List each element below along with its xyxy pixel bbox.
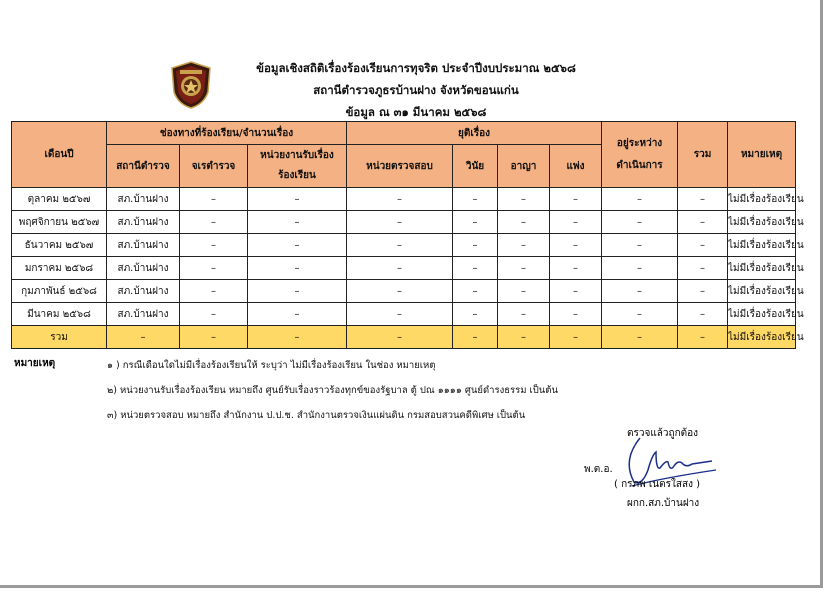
- col-pending-line2: ดำเนินการ: [616, 159, 663, 171]
- table-row: [12, 280, 796, 303]
- col-discipline-header: วินัย: [453, 145, 498, 188]
- cell-c5: –: [498, 303, 550, 326]
- col-pending-header: [602, 122, 678, 188]
- cell-month: ตุลาคม ๒๕๖๗: [12, 188, 107, 211]
- cell-remark: ไม่มีเรื่องร้องเรียน: [728, 188, 796, 211]
- cell-c3: –: [347, 303, 453, 326]
- cell-c5: –: [498, 211, 550, 234]
- remark-note-1: ๑ ) กรณีเดือนใดไม่มีเรื่องร้องเรียนให้ ระบุว่า ไม่มีเรื่องร้องเรียน ในช่อง หมายเหตุ: [107, 360, 436, 371]
- table-row: [12, 234, 796, 257]
- cell-c2: –: [248, 234, 347, 257]
- table-row: [12, 188, 796, 211]
- cell-c7: –: [602, 211, 678, 234]
- col-patrol-header: จเรตำรวจ: [180, 145, 248, 188]
- cell-c3: –: [347, 280, 453, 303]
- table-row: [12, 303, 796, 326]
- cell-c6: –: [550, 188, 602, 211]
- cell-c1: –: [180, 188, 248, 211]
- total-cell-c4: –: [453, 326, 498, 349]
- cell-month: ธันวาคม ๒๕๖๗: [12, 234, 107, 257]
- cell-c4: –: [453, 188, 498, 211]
- cell-c7: –: [602, 303, 678, 326]
- data-date: ข้อมูล ณ ๓๑ มีนาคม ๒๕๖๘: [345, 105, 487, 119]
- col-station-header: สถานีตำรวจ: [107, 145, 180, 188]
- report-title: ข้อมูลเชิงสถิติเรื่องร้องเรียนการทุจริต ประจำปีงบประมาณ ๒๕๖๘: [256, 61, 576, 75]
- col-pending-line1: อยู่ระหว่าง: [616, 137, 663, 149]
- cell-c3: –: [347, 234, 453, 257]
- cell-c3: –: [347, 188, 453, 211]
- cell-remark: ไม่มีเรื่องร้องเรียน: [728, 280, 796, 303]
- col-receiver-line1: หน่วยงานรับเรื่อง: [260, 150, 334, 161]
- total-cell-c7: –: [602, 326, 678, 349]
- cell-c1: –: [180, 303, 248, 326]
- cell-c8: –: [678, 303, 728, 326]
- col-total-header: รวม: [678, 122, 728, 188]
- total-cell-label: รวม: [12, 326, 107, 349]
- cell-c3: –: [347, 257, 453, 280]
- cell-c6: –: [550, 211, 602, 234]
- cell-c2: –: [248, 188, 347, 211]
- total-cell-c8: –: [678, 326, 728, 349]
- cell-c7: –: [602, 234, 678, 257]
- signer-name: ( กรภพ เนตรใสสง ): [614, 479, 701, 490]
- cell-station: สภ.บ้านฝาง: [107, 211, 180, 234]
- total-cell-c2: –: [248, 326, 347, 349]
- cell-c8: –: [678, 188, 728, 211]
- cell-c4: –: [453, 280, 498, 303]
- cell-month: มกราคม ๒๕๖๘: [12, 257, 107, 280]
- signer-rank: พ.ต.อ.: [584, 464, 613, 475]
- col-receiver-line2: ร้องเรียน: [278, 170, 316, 181]
- cell-c6: –: [550, 257, 602, 280]
- col-remark-header: หมายเหตุ: [728, 122, 796, 188]
- remark-note-2: ๒) หน่วยงานรับเรื่องร้องเรียน หมายถึง ศูนย์รับเรื่องราวร้องทุกข์ของรัฐบาล ตู้ ปณ ๑๑๑๑ ศูนย์ดำรงธรรม เป็นต้น: [107, 385, 558, 396]
- station-name: สถานีตำรวจภูธรบ้านฝาง จังหวัดขอนแก่น: [313, 83, 519, 97]
- cell-c1: –: [180, 280, 248, 303]
- cell-c8: –: [678, 257, 728, 280]
- cell-c5: –: [498, 257, 550, 280]
- cell-c4: –: [453, 211, 498, 234]
- cell-station: สภ.บ้านฝาง: [107, 303, 180, 326]
- cell-c6: –: [550, 280, 602, 303]
- col-audit-header: หน่วยตรวจสอบ: [347, 145, 453, 188]
- complaint-stats-table: [11, 121, 804, 349]
- remarks-label: หมายเหตุ: [14, 358, 56, 369]
- cell-c2: –: [248, 280, 347, 303]
- cell-c6: –: [550, 303, 602, 326]
- signer-position: ผกก.สภ.บ้านฝาง: [627, 498, 700, 509]
- col-month-header: เดือนปี: [12, 122, 107, 188]
- total-cell-c6: –: [550, 326, 602, 349]
- total-cell-station: –: [107, 326, 180, 349]
- cell-c1: –: [180, 234, 248, 257]
- cell-station: สภ.บ้านฝาง: [107, 188, 180, 211]
- cell-station: สภ.บ้านฝาง: [107, 280, 180, 303]
- cell-c8: –: [678, 280, 728, 303]
- cell-c5: –: [498, 188, 550, 211]
- cell-c5: –: [498, 234, 550, 257]
- cell-station: สภ.บ้านฝาง: [107, 257, 180, 280]
- group-terminate-header: ยุติเรื่อง: [347, 122, 602, 145]
- cell-remark: ไม่มีเรื่องร้องเรียน: [728, 257, 796, 280]
- cell-c7: –: [602, 257, 678, 280]
- cell-c3: –: [347, 211, 453, 234]
- cell-c2: –: [248, 303, 347, 326]
- total-cell-c3: –: [347, 326, 453, 349]
- cell-c7: –: [602, 280, 678, 303]
- cell-c1: –: [180, 257, 248, 280]
- cell-remark: ไม่มีเรื่องร้องเรียน: [728, 303, 796, 326]
- cell-c4: –: [453, 303, 498, 326]
- remark-note-3: ๓) หน่วยตรวจสอบ หมายถึง สำนักงาน ป.ป.ช. สำนักงานตรวจเงินแผ่นดิน กรมสอบสวนคดีพิเศษ เป็นต้น: [107, 410, 526, 421]
- cell-remark: ไม่มีเรื่องร้องเรียน: [728, 211, 796, 234]
- cell-c8: –: [678, 211, 728, 234]
- col-criminal-header: อาญา: [498, 145, 550, 188]
- cell-remark: ไม่มีเรื่องร้องเรียน: [728, 234, 796, 257]
- cell-c4: –: [453, 257, 498, 280]
- cell-c8: –: [678, 234, 728, 257]
- table-row: [12, 257, 796, 280]
- cell-c6: –: [550, 234, 602, 257]
- cell-c2: –: [248, 211, 347, 234]
- cell-month: กุมภาพันธ์ ๒๕๖๘: [12, 280, 107, 303]
- total-cell-c5: –: [498, 326, 550, 349]
- group-channel-header: ช่องทางที่ร้องเรียน/จำนวนเรื่อง: [107, 122, 347, 145]
- cell-month: มีนาคม ๒๕๖๘: [12, 303, 107, 326]
- cell-c5: –: [498, 280, 550, 303]
- table-row: [12, 211, 796, 234]
- table-total-row: [12, 326, 796, 349]
- col-civil-header: แพ่ง: [550, 145, 602, 188]
- cell-month: พฤศจิกายน ๒๕๖๗: [12, 211, 107, 234]
- col-receiver-header: [248, 145, 347, 188]
- cell-c2: –: [248, 257, 347, 280]
- total-cell-c1: –: [180, 326, 248, 349]
- cell-c7: –: [602, 188, 678, 211]
- verified-text: ตรวจแล้วถูกต้อง: [627, 428, 699, 439]
- cell-c4: –: [453, 234, 498, 257]
- cell-station: สภ.บ้านฝาง: [107, 234, 180, 257]
- cell-c1: –: [180, 211, 248, 234]
- total-cell-remark: ไม่มีเรื่องร้องเรียน: [728, 326, 796, 349]
